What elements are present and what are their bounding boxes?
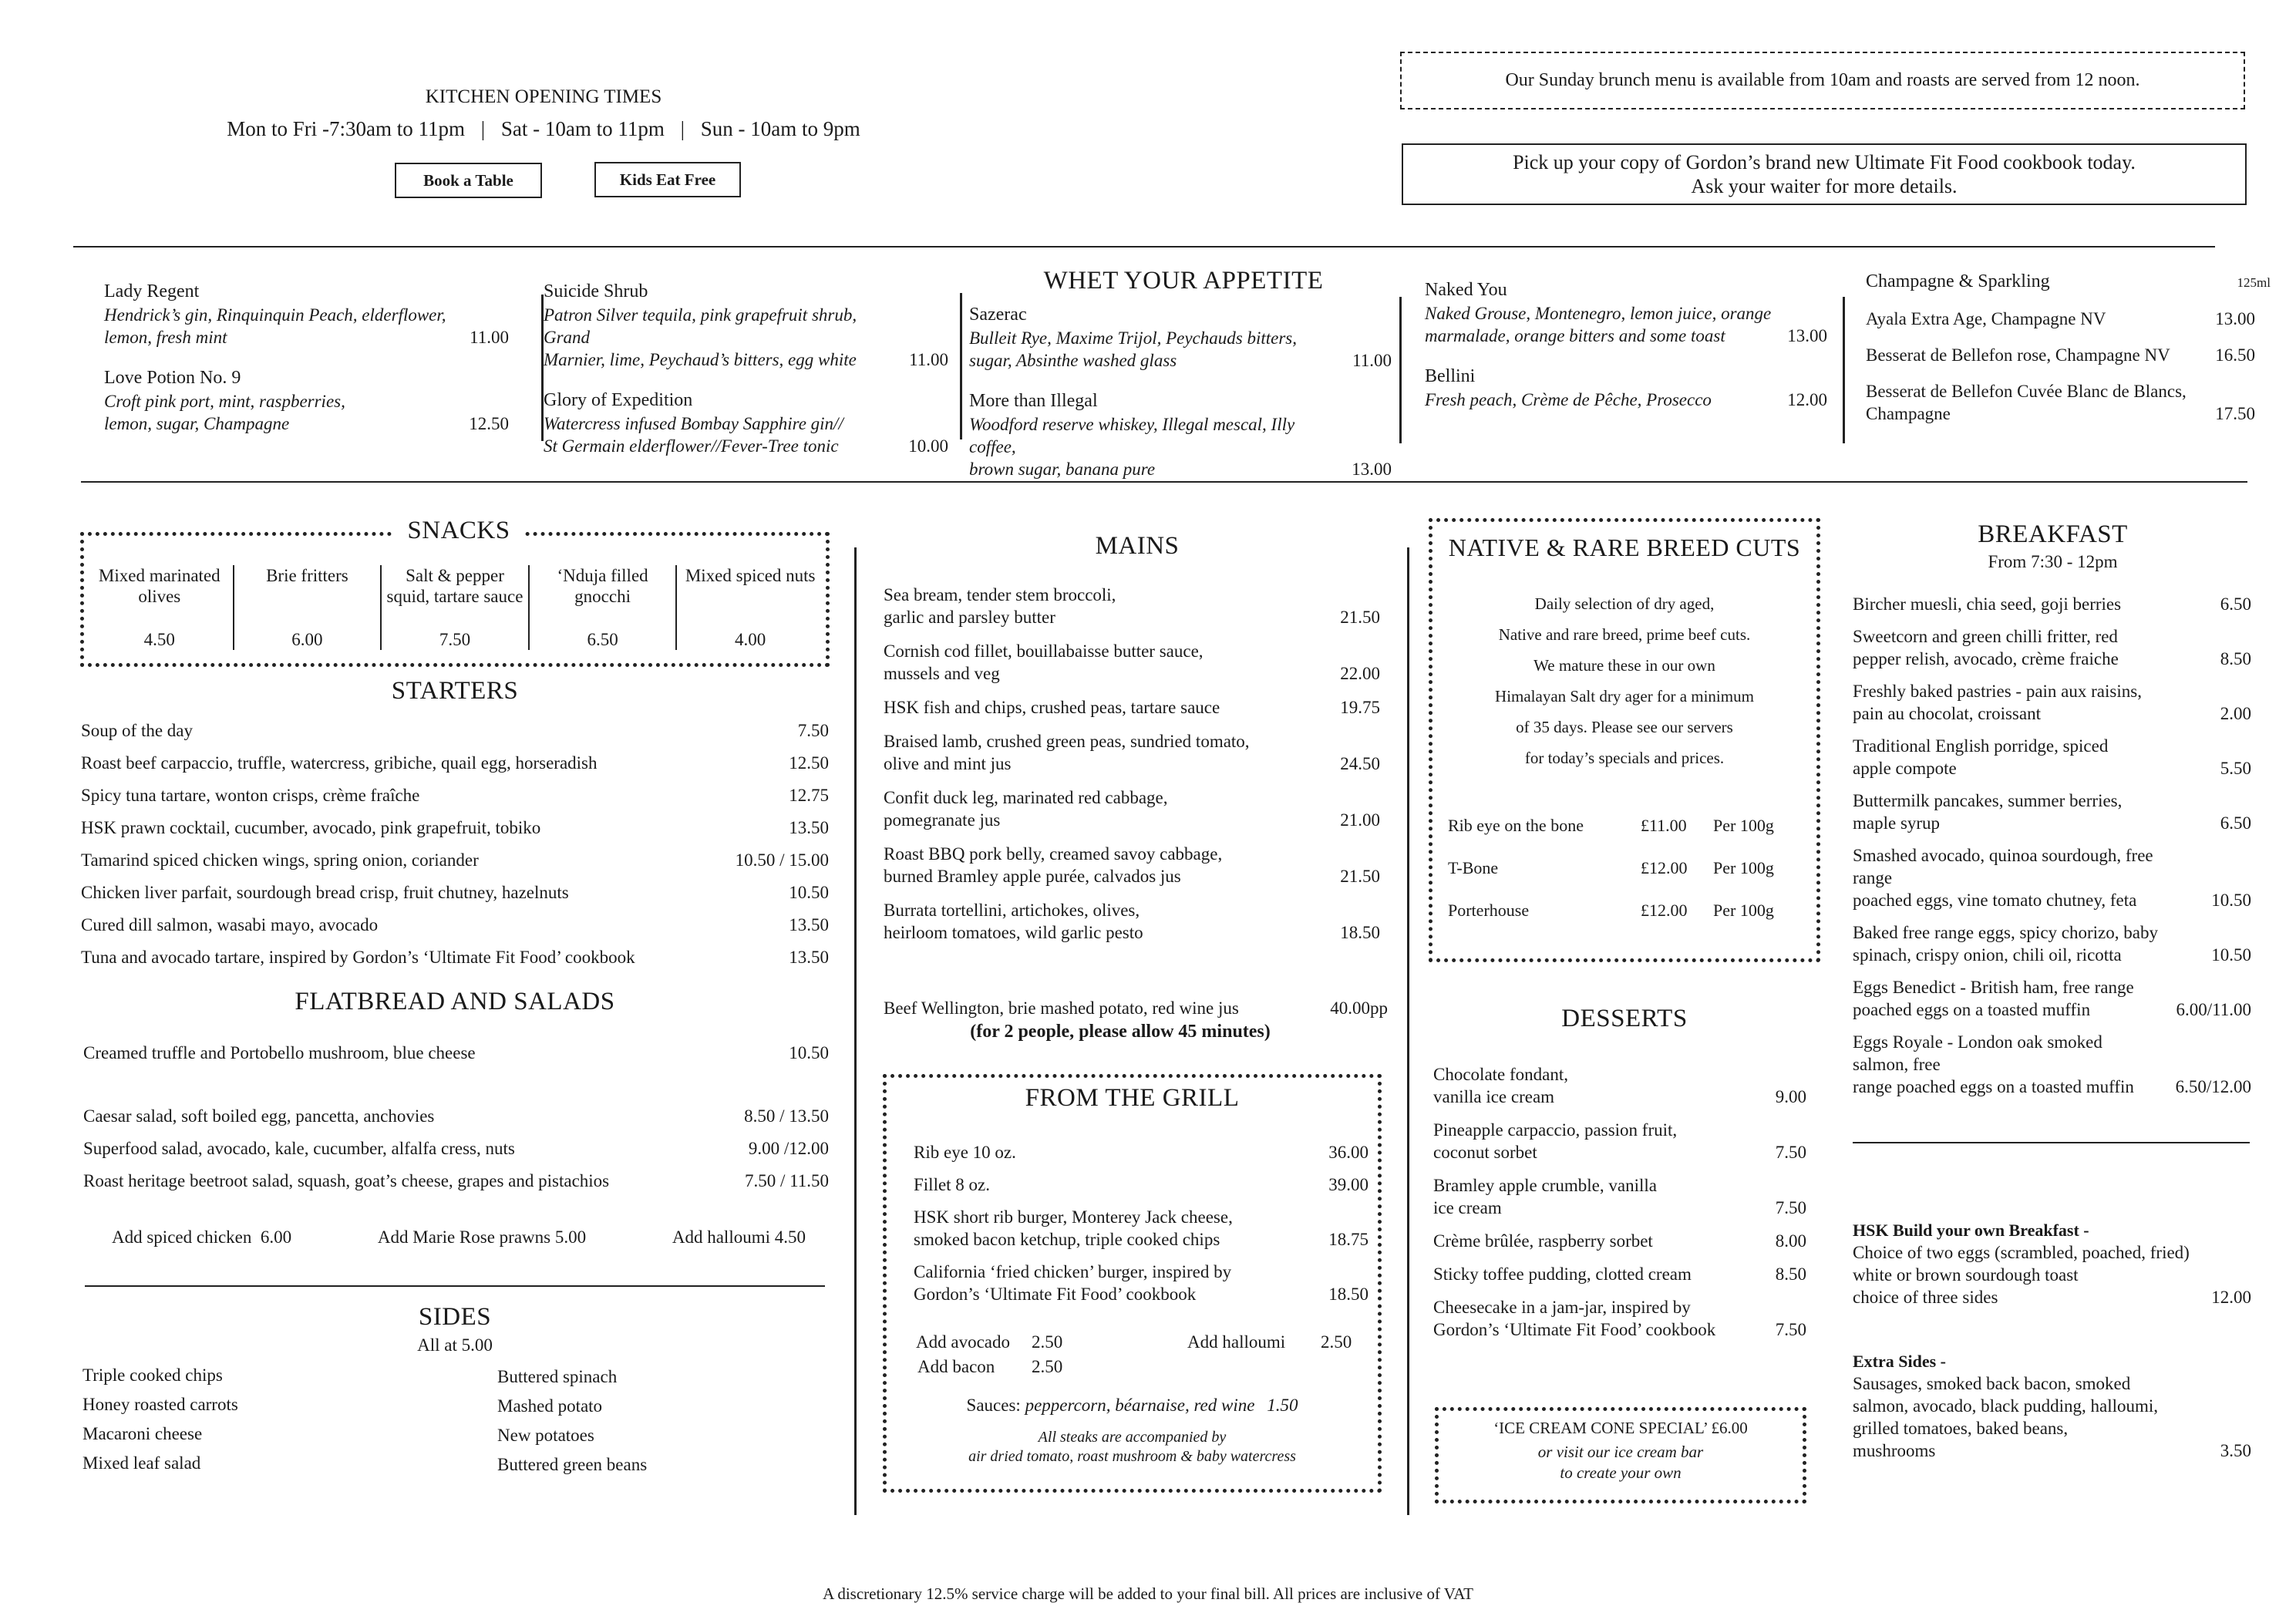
cut-name: T-Bone (1448, 858, 1499, 877)
cut-unit: Per 100g (1713, 816, 1774, 835)
cocktail-item (544, 279, 948, 371)
side-item: Triple cooked chips (82, 1365, 223, 1385)
item-name: Sea bream, tender stem broccoli, garlic and parsley butter (884, 585, 1116, 627)
snack-name: Mixed marinated olives (98, 566, 221, 606)
sunday-times: Sun - 10am to 9pm (700, 117, 860, 140)
menu-item (884, 640, 1380, 685)
divider (1843, 297, 1845, 443)
menu-item (914, 1261, 1369, 1305)
item-name: Bramley apple crumble, vanilla ice cream (1433, 1176, 1657, 1217)
item-price: 16.50 (2215, 345, 2255, 365)
item-name: Ayala Extra Age, Champagne NV (1866, 309, 2106, 328)
item-price: 10.50 / 15.00 (735, 850, 829, 870)
side-item: Buttered green beans (497, 1455, 648, 1474)
cocktail-description: Croft pink port, mint, raspberries, lemon, sugar, Champagne (104, 392, 345, 433)
snack-price: 4.00 (735, 630, 766, 649)
menu-item (1433, 1063, 1806, 1108)
item-name: Roast heritage beetroot salad, squash, goat’s cheese, grapes and pistachios (83, 1171, 610, 1190)
item-price: 10.50 (789, 883, 829, 902)
snack-item (382, 565, 530, 650)
item-price: 12.50 (789, 753, 829, 773)
item-name: Traditional English porridge, spiced apple compote (1853, 736, 2109, 778)
item-price: 8.50 / 13.50 (744, 1106, 829, 1126)
flatbread-list (83, 1042, 829, 1074)
cut-price: £12.00 (1641, 901, 1688, 920)
item-name: Superfood salad, avocado, kale, cucumber, alfalfa cress, nuts (83, 1139, 515, 1158)
item-name: Freshly baked pastries - pain aux raisins, pain au chocolat, croissant (1853, 682, 2142, 723)
cocktail-price: 11.00 (1352, 351, 1392, 370)
item-name: Crème brûlée, raspberry sorbet (1433, 1231, 1653, 1251)
item-name: Cornish cod fillet, bouillabaisse butter sauce, mussels and veg (884, 641, 1204, 683)
divider (1407, 547, 1409, 1515)
addon: Add spiced chicken 6.00 (112, 1227, 292, 1247)
cocktail-name: Naked You (1425, 280, 1507, 300)
cocktail-description: Naked Grouse, Montenegro, lemon juice, orange marmalade, orange bitters and some toast (1425, 304, 1772, 345)
cocktail-item (104, 365, 509, 435)
menu-item (81, 817, 829, 839)
item-price: 13.50 (789, 818, 829, 837)
item-name: Caesar salad, soft boiled egg, pancetta, anchovies (83, 1106, 435, 1126)
snack-price: 7.50 (439, 630, 471, 649)
side-item: Honey roasted carrots (82, 1395, 238, 1414)
item-price: 7.50 (1775, 1143, 1806, 1162)
item-name: Chicken liver parfait, sourdough bread crisp, fruit chutney, hazelnuts (81, 883, 569, 902)
item-name: Pineapple carpaccio, passion fruit, coconut sorbet (1433, 1120, 1678, 1162)
cut-price: £12.00 (1641, 858, 1688, 877)
mains-title: MAINS (1095, 532, 1180, 560)
cocktails-col-4 (1425, 278, 1827, 428)
cocktail-item (969, 302, 1392, 372)
item-price: 7.50 / 11.50 (744, 1171, 829, 1190)
item-name: Roast BBQ pork belly, creamed savoy cabbage, burned Bramley apple purée, calvados jus (884, 844, 1223, 886)
addon-price: 2.50 (1032, 1332, 1063, 1352)
menu-item (1853, 1031, 2251, 1098)
item-price: 13.50 (789, 948, 829, 967)
item-price: 6.50 (2220, 813, 2251, 833)
divider (1853, 1142, 2250, 1143)
champagne-section (1866, 271, 2271, 439)
cocktail-description: Hendrick’s gin, Rinquinquin Peach, elderflower, lemon, fresh mint (104, 305, 446, 347)
item-price: 10.50 (2211, 945, 2251, 965)
item-price: 21.00 (1340, 810, 1380, 830)
item-price: 5.50 (2220, 759, 2251, 778)
menu-item (1853, 921, 2251, 966)
item-price: 6.00/11.00 (2176, 1000, 2251, 1019)
snack-price: 4.50 (143, 630, 175, 649)
item-name: California ‘fried chicken’ burger, inspired by Gordon’s ‘Ultimate Fit Food’ cookbook (914, 1262, 1232, 1304)
cocktail-description: Fresh peach, Crème de Pêche, Prosecco (1425, 390, 1712, 409)
native-description: Daily selection of dry aged, Native and rare breed, prime beef cuts. We mature these in our own Himalayan Salt dry ager for a minimum of 35 days. Please see our servers for today’s specials and prices. (1495, 594, 1754, 767)
addon-name: Add avocado (916, 1332, 1010, 1352)
cocktails-col-1 (104, 279, 509, 452)
item-name: Confit duck leg, marinated red cabbage, pomegranate jus (884, 788, 1168, 830)
item-price: 18.50 (1340, 923, 1380, 942)
item-price: 9.00 /12.00 (748, 1139, 829, 1158)
cocktail-price: 11.00 (909, 350, 948, 369)
menu-item (81, 784, 829, 806)
cocktail-price: 10.00 (908, 436, 948, 456)
menu-item (1433, 1174, 1806, 1219)
cocktail-detail (544, 412, 948, 457)
kids-eat-free-button[interactable]: Kids Eat Free (594, 162, 741, 197)
kitchen-times: Mon to Fri -7:30am to 11pm | Sat - 10am to 11pm | Sun - 10am to 9pm (227, 117, 860, 140)
item-price: 8.50 (2220, 649, 2251, 668)
cocktail-detail (544, 304, 948, 371)
item-name: Tuna and avocado tartare, inspired by Gordon’s ‘Ultimate Fit Food’ cookbook (81, 948, 635, 967)
item-price: 8.50 (1775, 1264, 1806, 1284)
cut-row (1448, 858, 1803, 901)
item-name: Rib eye 10 oz. (914, 1143, 1016, 1162)
item-price: 18.75 (1328, 1230, 1369, 1249)
grill-list (914, 1141, 1369, 1315)
item-name: HSK fish and chips, crushed peas, tartare sauce (884, 698, 1220, 717)
cocktails-col-3 (969, 302, 1392, 497)
menu-item (83, 1105, 829, 1127)
extra-desc: Sausages, smoked back bacon, smoked salmon, avocado, black pudding, halloumi, grilled tomatoes, baked beans, mushrooms (1853, 1374, 2159, 1460)
item-price: 24.50 (1340, 754, 1380, 773)
menu-item (884, 843, 1380, 887)
side-item: Buttered spinach (497, 1367, 618, 1386)
menu-item (1853, 680, 2251, 725)
snack-item (677, 565, 823, 650)
item-name: Smashed avocado, quinoa sourdough, free range poached eggs, vine tomato chutney, feta (1853, 846, 2153, 910)
divider (81, 481, 2247, 483)
sauces-list: peppercorn, béarnaise, red wine (1025, 1396, 1255, 1415)
side-item: New potatoes (497, 1426, 594, 1445)
menu-item (1853, 976, 2251, 1021)
menu-item (1433, 1296, 1806, 1341)
item-price: 40.00pp (1330, 998, 1388, 1018)
sauces-label: Sauces: (966, 1396, 1021, 1415)
cut-unit: Per 100g (1713, 901, 1774, 920)
item-name: HSK prawn cocktail, cucumber, avocado, pink grapefruit, tobiko (81, 818, 541, 837)
item-price: 10.50 (789, 1043, 829, 1062)
item-name: Braised lamb, crushed green peas, sundried tomato, olive and mint jus (884, 732, 1250, 773)
item-name: Eggs Royale - London oak smoked salmon, free range poached eggs on a toasted muffin (1853, 1032, 2134, 1096)
cocktail-description: Woodford reserve whiskey, Illegal mescal, Illy coffee, brown sugar, banana pure (969, 415, 1295, 479)
addon: Add halloumi 4.50 (672, 1227, 806, 1247)
sides-subtitle: All at 5.00 (417, 1335, 493, 1355)
item-name: Baked free range eggs, spicy chorizo, baby spinach, crispy onion, chili oil, ricotta (1853, 923, 2158, 965)
item-name: Roast beef carpaccio, truffle, watercress, gribiche, quail egg, horseradish (81, 753, 598, 773)
menu-item (81, 881, 829, 904)
menu-item (884, 696, 1380, 719)
item-name: Creamed truffle and Portobello mushroom, blue cheese (83, 1043, 476, 1062)
wellington-note: (for 2 people, please allow 45 minutes) (970, 1022, 1271, 1042)
item-price: 2.00 (2220, 704, 2251, 723)
menu-item (1433, 1230, 1806, 1252)
cocktail-detail (1425, 389, 1827, 411)
item-name: HSK short rib burger, Monterey Jack cheese, smoked bacon ketchup, triple cooked chips (914, 1207, 1233, 1249)
mains-list (884, 584, 1380, 955)
build-breakfast (1853, 1220, 2251, 1308)
item-price: 10.50 (2211, 891, 2251, 910)
item-name: Spicy tuna tartare, wonton crisps, crème fraîche (81, 786, 420, 805)
item-price: 17.50 (2215, 404, 2255, 423)
saturday-times: Sat - 10am to 11pm (500, 117, 665, 140)
cut-name: Porterhouse (1448, 901, 1530, 920)
breakfast-subtitle: From 7:30 - 12pm (1988, 552, 2118, 571)
item-name: Besserat de Bellefon Cuvée Blanc de Blancs, Champagne (1866, 382, 2187, 423)
item-name: Sweetcorn and green chilli fritter, red pepper relish, avocado, crème fraiche (1853, 627, 2119, 668)
desserts-title: DESSERTS (1561, 1005, 1688, 1032)
menu-item (81, 914, 829, 936)
snack-name: Salt & pepper squid, tartare sauce (386, 566, 524, 606)
menu-item (1433, 1119, 1806, 1163)
item-name: Besserat de Bellefon rose, Champagne NV (1866, 345, 2170, 365)
item-name: Tamarind spiced chicken wings, spring onion, coriander (81, 850, 479, 870)
snack-item (530, 565, 678, 650)
item-price: 12.75 (789, 786, 829, 805)
item-name: Soup of the day (81, 721, 194, 740)
cut-row (1448, 901, 1803, 943)
cookbook-notice: Pick up your copy of Gordon’s brand new Ultimate Fit Food cookbook today. Ask your waiter for more details. (1402, 143, 2247, 205)
item-name: Buttermilk pancakes, summer berries, maple syrup (1853, 791, 2123, 833)
sides-title: SIDES (418, 1303, 492, 1331)
champagne-unit: 125ml (2237, 275, 2271, 290)
footer-note: A discretionary 12.5% service charge will be added to your final bill. All prices are inclusive of VAT (823, 1584, 1473, 1603)
cocktail-price: 13.00 (1352, 460, 1392, 479)
breakfast-title: BREAKFAST (1978, 520, 2128, 548)
sauces (883, 1396, 1382, 1416)
cocktails-col-2 (544, 279, 948, 474)
cocktail-name: Lady Regent (104, 281, 200, 301)
snacks-list (86, 565, 823, 650)
menu-item (1853, 735, 2251, 780)
salads-list (83, 1105, 829, 1202)
snack-name: ‘Nduja filled gnocchi (557, 566, 648, 606)
addon-price: 2.50 (1032, 1357, 1063, 1376)
cocktail-item (104, 279, 509, 349)
menu-item (1866, 308, 2255, 330)
wellington (884, 997, 1388, 1042)
item-price: 7.50 (797, 721, 829, 740)
addon-name: Add halloumi (1187, 1332, 1286, 1352)
sides-col-1 (82, 1361, 238, 1478)
divider (960, 293, 962, 439)
snack-name: Mixed spiced nuts (685, 566, 816, 585)
desserts-list (1433, 1063, 1806, 1352)
cocktail-description: Patron Silver tequila, pink grapefruit shrub, Grand Marnier, lime, Peychaud’s bitters, egg white (544, 305, 857, 369)
item-price: 9.00 (1775, 1087, 1806, 1106)
ice-cream-title: ‘ICE CREAM CONE SPECIAL’ £6.00 (1493, 1419, 1748, 1437)
item-price: 21.50 (1340, 867, 1380, 886)
cut-row (1448, 816, 1803, 858)
salad-addons (112, 1227, 806, 1248)
cocktail-price: 12.00 (1787, 390, 1827, 409)
ice-cream-note: or visit our ice cream bar to create your own (1537, 1443, 1704, 1482)
starters-title: STARTERS (391, 677, 519, 705)
item-name: Sticky toffee pudding, clotted cream (1433, 1264, 1692, 1284)
extra-title: Extra Sides - (1853, 1352, 1946, 1371)
item-price: 39.00 (1328, 1175, 1369, 1194)
item-name: Bircher muesli, chia seed, goji berries (1853, 594, 2122, 614)
item-price: 7.50 (1775, 1198, 1806, 1217)
native-title: NATIVE & RARE BREED CUTS (1448, 534, 1801, 561)
cocktail-item (544, 388, 948, 457)
menu-item (81, 719, 829, 742)
build-desc: Choice of two eggs (scrambled, poached, fried) white or brown sourdough toast choice of three sides (1853, 1243, 2190, 1307)
book-table-button[interactable]: Book a Table (395, 163, 542, 198)
item-price: 22.00 (1340, 664, 1380, 683)
cut-name: Rib eye on the bone (1448, 816, 1584, 835)
addon-name: Add bacon (917, 1357, 995, 1376)
build-price: 12.00 (2211, 1288, 2251, 1307)
cocktail-name: Sazerac (969, 305, 1027, 325)
snack-name: Brie fritters (266, 566, 348, 585)
side-item: Mixed leaf salad (82, 1453, 201, 1473)
cut-price: £11.00 (1641, 816, 1687, 835)
addon: Add Marie Rose prawns 5.00 (377, 1227, 587, 1247)
grill-note: All steaks are accompanied by air dried tomato, roast mushroom & baby watercress (968, 1429, 1296, 1465)
champagne-list (1866, 308, 2271, 425)
menu-item (83, 1137, 829, 1160)
item-name: Cheesecake in a jam-jar, inspired by Gordon’s ‘Ultimate Fit Food’ cookbook (1433, 1298, 1716, 1339)
menu-item (914, 1206, 1369, 1251)
item-price: 8.00 (1775, 1231, 1806, 1251)
item-price: 19.75 (1340, 698, 1380, 717)
divider (1399, 297, 1402, 443)
cocktail-name: Suicide Shrub (544, 281, 648, 301)
appetite-title: WHET YOUR APPETITE (1043, 267, 1324, 295)
cocktail-name: Bellini (1425, 366, 1476, 386)
menu-item (1853, 625, 2251, 670)
cocktail-description: Watercress infused Bombay Sapphire gin// St Germain elderflower//Fever-Tree tonic (544, 414, 843, 456)
cocktail-item (969, 389, 1392, 480)
item-name: Cured dill salmon, wasabi mayo, avocado (81, 915, 379, 934)
divider (85, 1285, 825, 1287)
menu-item (83, 1170, 829, 1192)
item-price: 36.00 (1328, 1143, 1369, 1162)
cocktail-name: More than Illegal (969, 391, 1098, 411)
menu-item (81, 752, 829, 774)
item-price: 13.00 (2215, 309, 2255, 328)
menu-item (884, 730, 1380, 775)
item-price: 18.50 (1328, 1285, 1369, 1304)
side-item: Mashed potato (497, 1396, 603, 1416)
side-item: Macaroni cheese (82, 1424, 203, 1443)
menu-item (83, 1042, 829, 1064)
menu-item (884, 899, 1380, 944)
menu-item (914, 1173, 1369, 1196)
item-name: Beef Wellington, brie mashed potato, red wine jus (884, 998, 1239, 1018)
extra-sides (1853, 1351, 2251, 1462)
cocktail-name: Glory of Expedition (544, 390, 693, 410)
cocktail-detail (1425, 302, 1827, 347)
cocktail-price: 11.00 (470, 328, 509, 347)
cut-unit: Per 100g (1713, 858, 1774, 877)
cocktail-detail (104, 390, 509, 435)
addon-price: 2.50 (1321, 1332, 1352, 1352)
build-title: HSK Build your own Breakfast - (1853, 1221, 2089, 1240)
breakfast-list (1853, 593, 2251, 1108)
menu-item (914, 1141, 1369, 1163)
grill-title: FROM THE GRILL (1025, 1084, 1240, 1112)
item-price: 21.50 (1340, 608, 1380, 627)
cocktail-detail (969, 413, 1392, 480)
item-price: 6.50 (2220, 594, 2251, 614)
starters-list (81, 719, 829, 978)
kitchen-times-title: KITCHEN OPENING TIMES (425, 86, 662, 107)
item-name: Fillet 8 oz. (914, 1175, 991, 1194)
menu-item (1853, 844, 2251, 911)
item-price: 7.50 (1775, 1320, 1806, 1339)
extra-price: 3.50 (2220, 1441, 2251, 1460)
champagne-title: Champagne & Sparkling (1866, 271, 2050, 291)
menu-item (1853, 790, 2251, 834)
snack-price: 6.50 (587, 630, 618, 649)
item-name: Burrata tortellini, artichokes, olives, heirloom tomatoes, wild garlic pesto (884, 901, 1143, 942)
cocktail-detail (969, 327, 1392, 372)
menu-item (1866, 380, 2255, 425)
menu-item (81, 849, 829, 871)
menu-item (81, 946, 829, 968)
divider (73, 246, 2215, 247)
snack-item (86, 565, 234, 650)
menu-item (1866, 344, 2255, 366)
menu-item (1433, 1263, 1806, 1285)
item-name: Eggs Benedict - British ham, free range poached eggs on a toasted muffin (1853, 978, 2134, 1019)
divider (854, 547, 857, 1515)
cuts-list (1448, 816, 1803, 943)
cocktail-detail (104, 304, 509, 349)
snack-item (234, 565, 382, 650)
cocktail-price: 13.00 (1787, 326, 1827, 345)
sunday-brunch-notice: Our Sunday brunch menu is available from 10am and roasts are served from 12 noon. (1400, 52, 2245, 109)
cocktail-name: Love Potion No. 9 (104, 368, 241, 388)
weekday-times: Mon to Fri -7:30am to 11pm (227, 117, 465, 140)
item-price: 13.50 (789, 915, 829, 934)
flatbread-title: FLATBREAD AND SALADS (295, 988, 615, 1015)
menu-item (1853, 593, 2251, 615)
cocktail-description: Bulleit Rye, Maxime Trijol, Peychauds bitters, sugar, Absinthe washed glass (969, 328, 1297, 370)
cocktail-price: 12.50 (469, 414, 509, 433)
snack-price: 6.00 (291, 630, 323, 649)
cocktail-item (1425, 278, 1827, 347)
item-name: Chocolate fondant, vanilla ice cream (1433, 1065, 1569, 1106)
sides-col-2 (497, 1362, 647, 1480)
snacks-title: SNACKS (393, 517, 524, 545)
cocktail-item (1425, 364, 1827, 411)
sauces-price: 1.50 (1267, 1396, 1298, 1415)
menu-item (884, 786, 1380, 831)
item-price: 6.50/12.00 (2175, 1077, 2251, 1096)
menu-item (884, 584, 1380, 628)
